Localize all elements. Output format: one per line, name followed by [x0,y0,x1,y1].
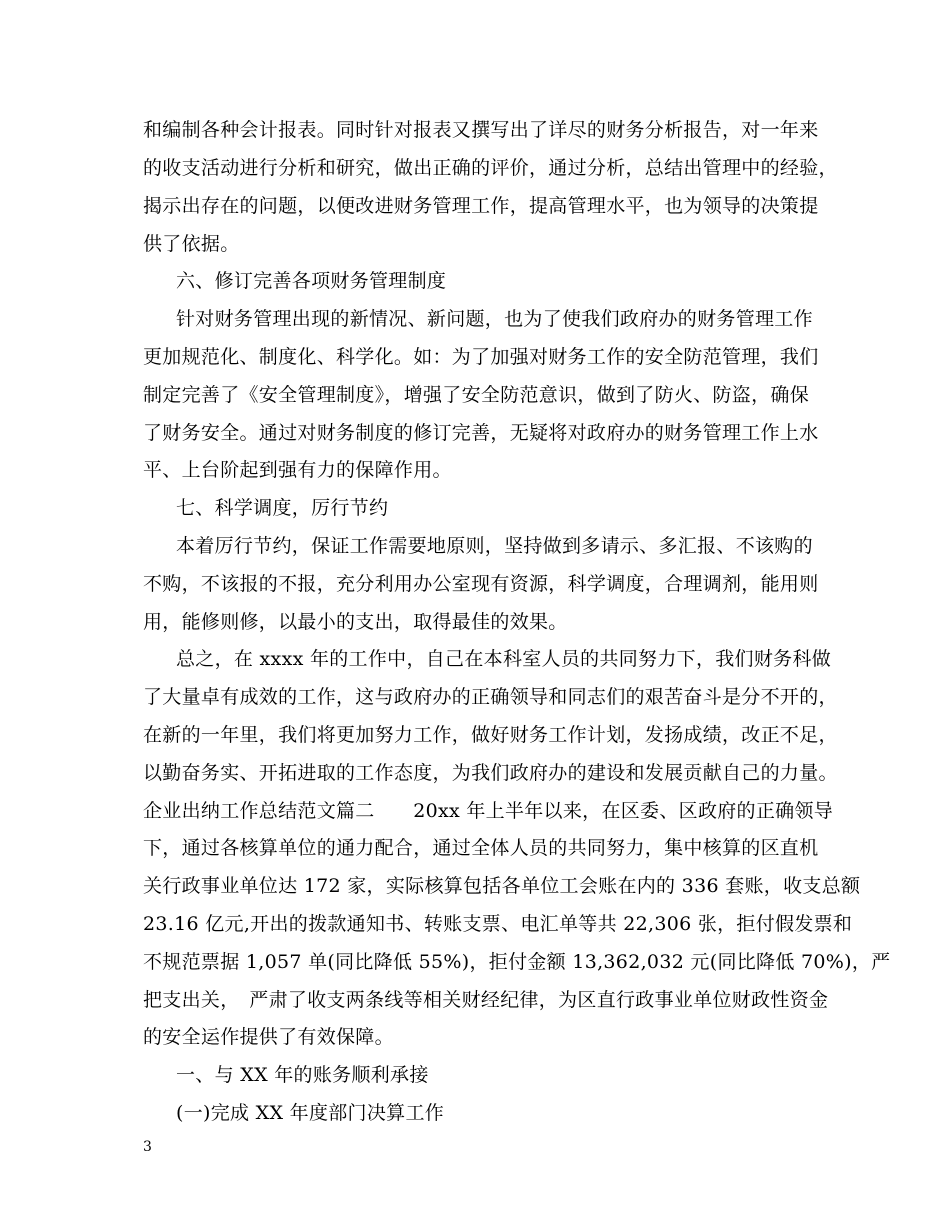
body-text-line: 针对财务管理出现的新情况、新问题，也为了使我们政府办的财务管理工作 [176,308,813,330]
section-heading: 七、科学调度，厉行节约 [176,497,389,519]
body-text-line: 更加规范化、制度化、科学化。如：为了加强对财务工作的安全防范管理，我们 [143,346,819,368]
body-text-line: 总之，在 xxxx 年的工作中，自己在本科室人员的共同努力下，我们财务科做 [176,648,832,670]
body-text-line: 在新的一年里，我们将更加努力工作，做好财务工作计划，发扬成绩，改正不足， [143,724,838,746]
body-text-line: 制定完善了《安全管理制度》，增强了安全防范意识，做到了防火、防盗，确保 [143,384,810,406]
section-heading: 一、与 XX 年的账务顺利承接 [176,1064,429,1086]
body-text-line: 下，通过各核算单位的通力配合，通过全体人员的共同努力，集中核算的区直机 [143,837,819,859]
body-text-line: 用，能修则修，以最小的支出，取得最佳的效果。 [143,611,568,633]
body-text-line: 企业出纳工作总结范文篇二 20xx 年上半年以来，在区委、区政府的正确领导 [143,800,834,822]
body-text-line: 本着厉行节约，保证工作需要地原则，坚持做到多请示、多汇报、不该购的 [176,535,813,557]
body-text-line: 23.16 亿元,开出的拨款通知书、转账支票、电汇单等共 22,306 张，拒付假发票和 [143,913,853,935]
body-text-line: 不购，不该报的不报，充分利用办公室现有资源，科学调度，合理调剂，能用则 [143,573,819,595]
body-text-line: 的收支活动进行分析和研究，做出正确的评价，通过分析，总结出管理中的经验， [143,157,838,179]
body-text-line: 揭示出存在的问题，以便改进财务管理工作，提高管理水平，也为领导的决策提 [143,195,819,217]
body-text-line: 不规范票据 1,057 单(同比降低 55%)，拒付金额 13,362,032 元(同比降低 70%)，严 [143,951,891,973]
body-text-line: 了大量卓有成效的工作，这与政府办的正确领导和同志们的艰苦奋斗是分不开的， [143,686,838,708]
section-heading: 六、修订完善各项财务管理制度 [176,270,447,292]
body-text-line: 把支出关， 严肃了收支两条线等相关财经纪律，为区直行政事业单位财政性资金 [143,989,829,1011]
page-number: 3 [143,1139,152,1155]
body-text-line: 的安全运作提供了有效保障。 [143,1026,394,1048]
body-text-line: 和编制各种会计报表。同时针对报表又撰写出了详尽的财务分析报告，对一年来 [143,119,819,141]
subsection-heading: (一)完成 XX 年度部门决算工作 [176,1102,445,1124]
body-text-line: 平、上台阶起到强有力的保障作用。 [143,459,452,481]
body-text-line: 关行政事业单位达 172 家，实际核算包括各单位工会账在内的 336 套账，收支总额 [143,875,861,897]
body-text-line: 了财务安全。通过对财务制度的修订完善，无疑将对政府办的财务管理工作上水 [143,422,819,444]
body-text-line: 以勤奋务实、开拓进取的工作态度，为我们政府办的建设和发展贡献自己的力量。 [143,762,838,784]
body-text-line: 供了依据。 [143,233,240,255]
